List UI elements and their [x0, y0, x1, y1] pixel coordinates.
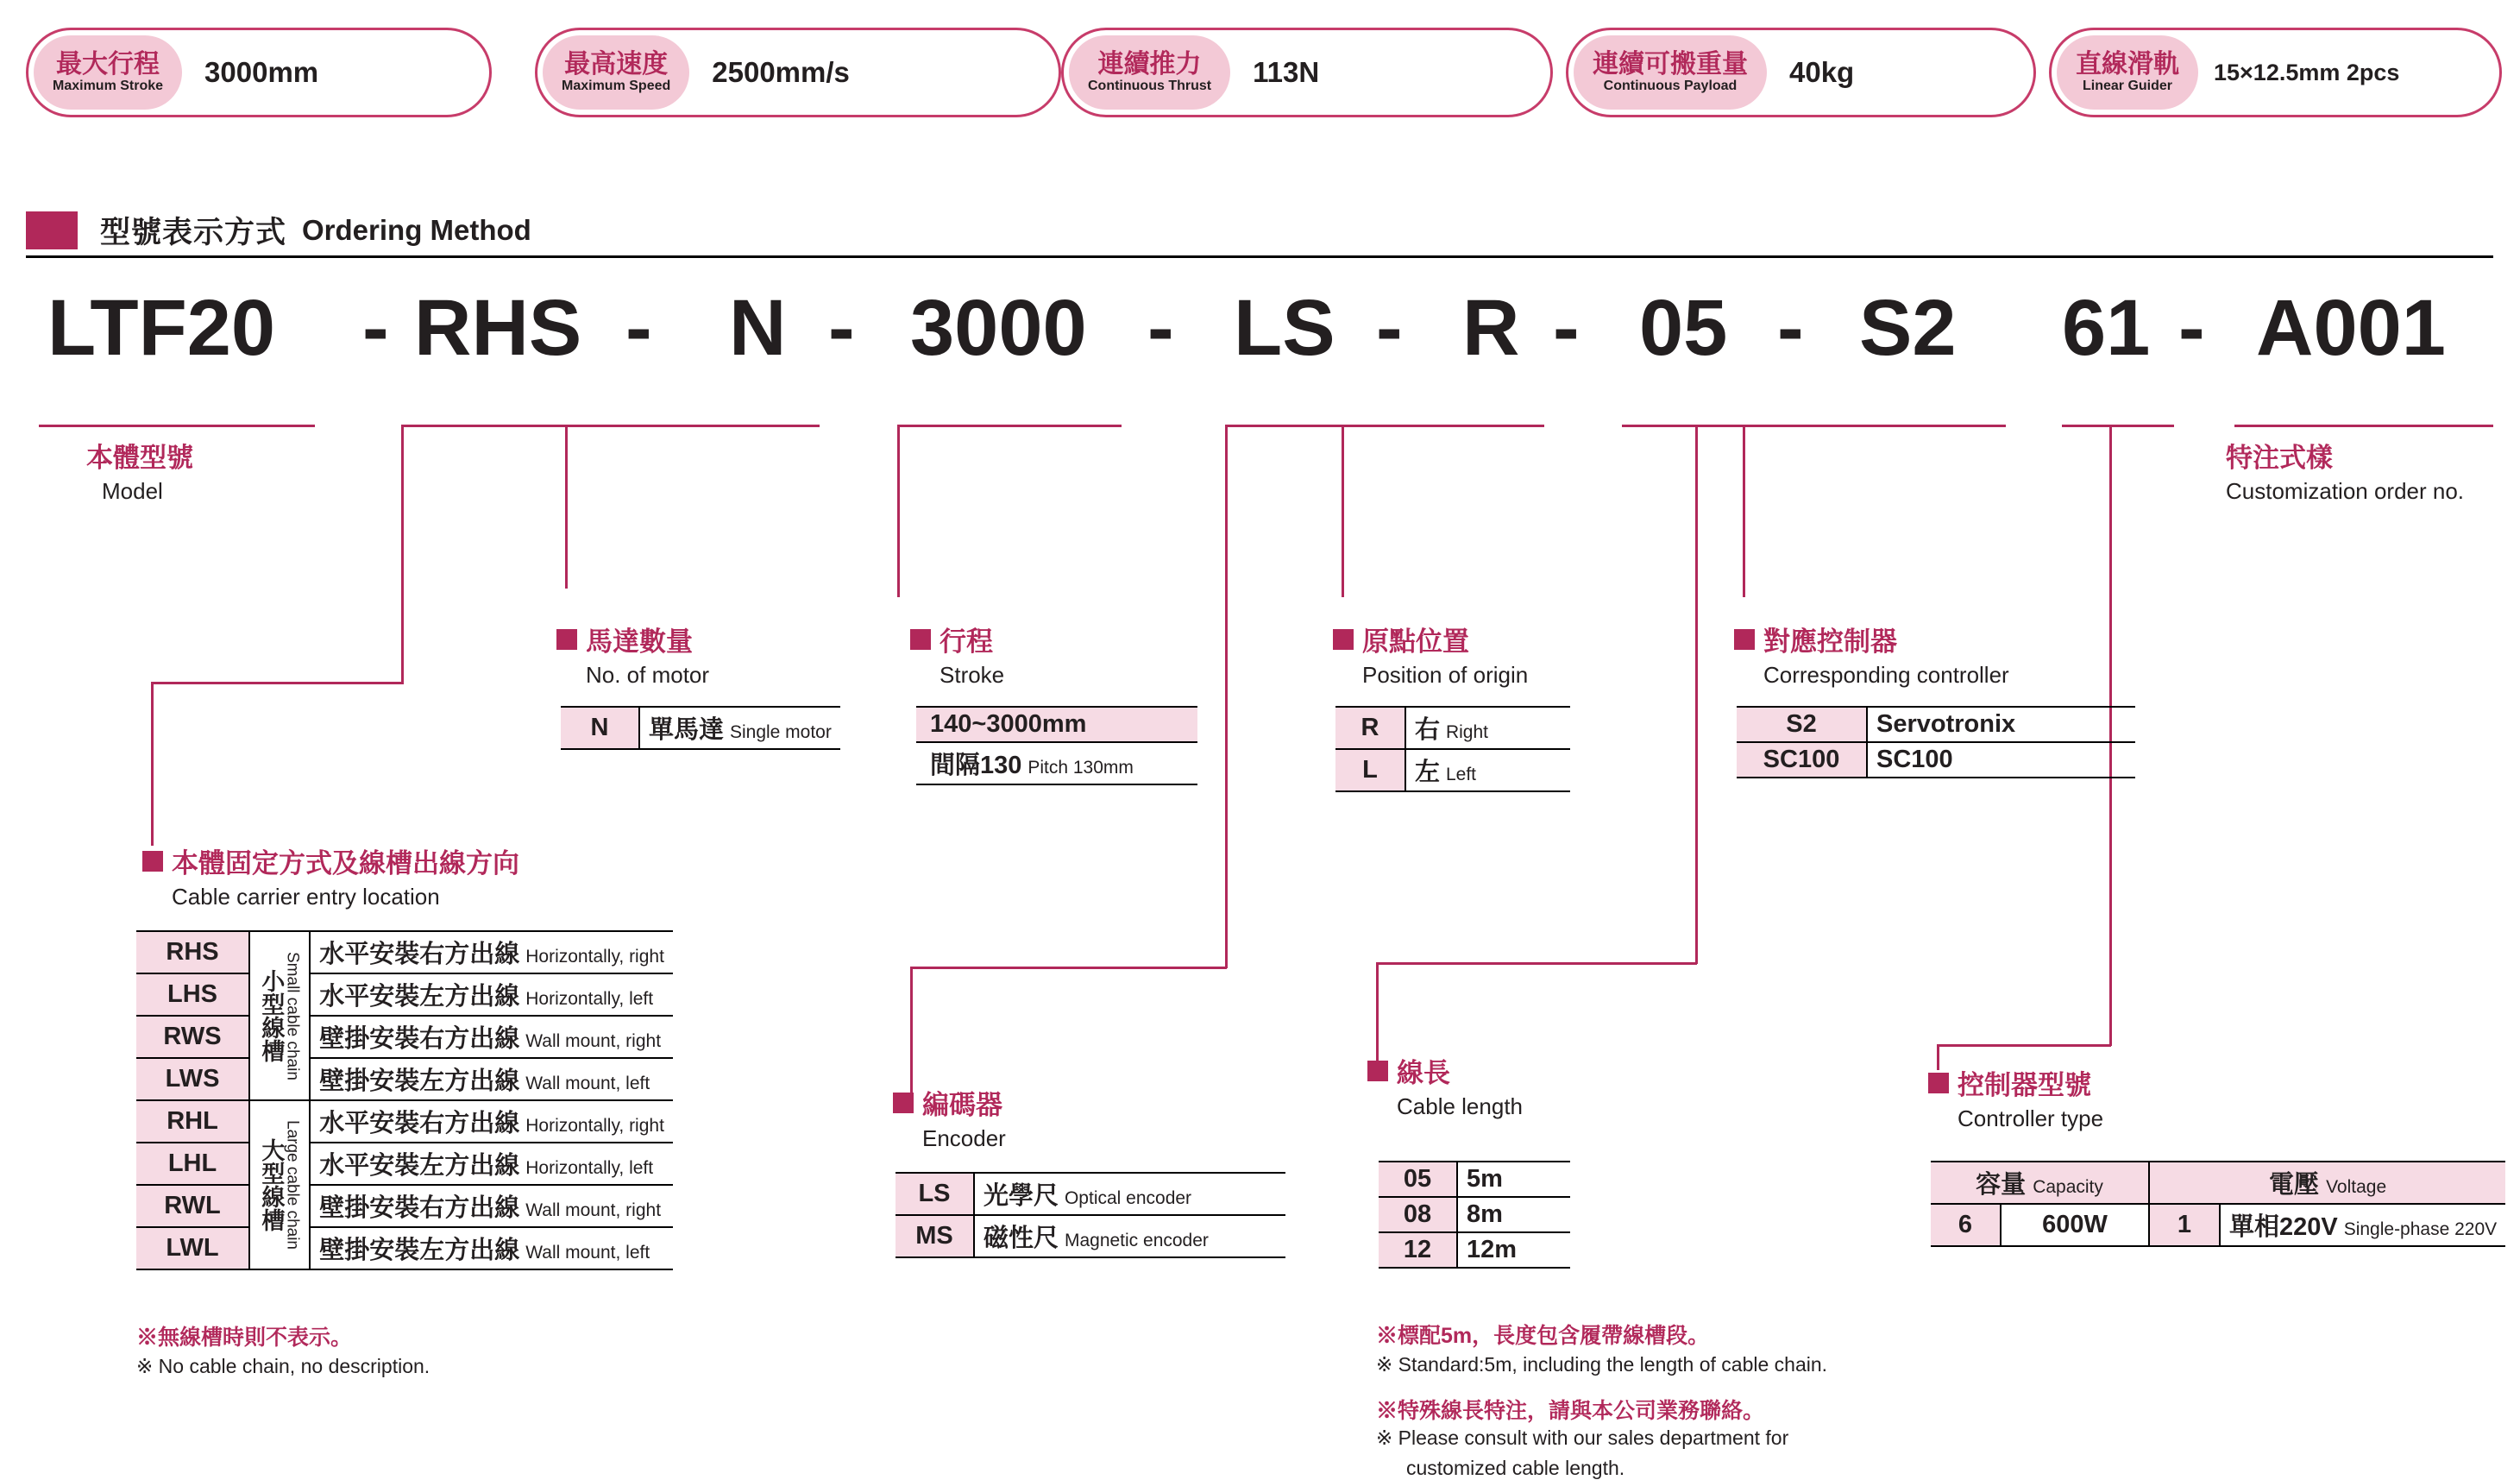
note-cable-length-1-en: ※ Standard:5m, including the length of cable chain.: [1376, 1353, 1828, 1376]
callout-stroke: [910, 620, 1004, 689]
code-dash-1: -: [362, 284, 389, 372]
model-code-line: [0, 276, 2520, 380]
callout-cable-length-title: [1367, 1051, 1523, 1090]
cell-desc-zh: 水平安裝右方出線: [319, 1110, 520, 1137]
spec-label-zh: 直線滑軌: [2076, 50, 2179, 79]
leader-encoder-v2: [910, 967, 913, 1096]
callout-cable-entry-en: Cable carrier entry location: [172, 884, 440, 910]
leader-cable-len-v2: [1376, 962, 1379, 1066]
callout-encoder-title: [893, 1083, 1006, 1122]
cell-stroke-range: 140~3000mm: [916, 707, 1197, 742]
callout-controller-type-en: Controller type: [1958, 1105, 2104, 1131]
callout-origin-zh: 原點位置: [1362, 627, 1469, 657]
callout-custom-zh: 特注式樣: [2226, 443, 2333, 473]
leader-cable-entry-v2: [151, 682, 154, 846]
cell-key: RWS: [136, 1016, 249, 1058]
cell-stroke-pitch: [916, 742, 1197, 784]
cell-desc: [310, 931, 673, 973]
cell-desc-en: Right: [1445, 722, 1488, 742]
code-dash-2: -: [625, 284, 652, 372]
header-voltage-zh: 電壓: [2269, 1171, 2320, 1199]
cell-desc-zh: 左: [1415, 759, 1441, 786]
table-row: [1379, 1162, 1570, 1197]
cell-desc-en: Horizontally, left: [525, 989, 654, 1009]
table-controller-type: [1931, 1161, 2505, 1247]
callout-cable-entry-zh: 本體固定方式及線槽出線方向: [172, 848, 519, 879]
section-marker-icon: [26, 211, 78, 249]
cell-desc: [639, 707, 840, 749]
cell-desc-zh: 壁掛安裝右方出線: [319, 1025, 520, 1053]
callout-origin: [1333, 620, 1528, 689]
cell-key: LS: [896, 1173, 974, 1215]
leader-ctrl-top: [1851, 425, 2006, 427]
leader-cable-len-h2: [1376, 962, 1697, 965]
cell-voltage-zh: 單相220V: [2229, 1213, 2338, 1241]
code-dash-7: -: [1777, 284, 1804, 372]
table-row: [136, 1185, 673, 1227]
cell-desc: [1457, 1232, 1570, 1268]
callout-marker-icon: [1367, 1061, 1388, 1081]
cell-voltage-en: Single-phase 220V: [2343, 1219, 2498, 1239]
cell-desc-zh: 壁掛安裝左方出線: [319, 1067, 520, 1095]
cell-pitch-zh: 間隔130: [930, 752, 1022, 779]
spec-pill-continuous-payload: [1566, 28, 2036, 117]
cell-desc-zh: Servotronix: [1876, 710, 2016, 738]
callout-motor-en: No. of motor: [586, 662, 710, 688]
callout-ctrl-en: Corresponding controller: [1763, 662, 2009, 688]
callout-marker-icon: [893, 1093, 914, 1113]
leader-encoder-top: [1225, 425, 1359, 427]
callout-stroke-title: [910, 620, 1004, 658]
table-row: [1335, 707, 1570, 749]
cell-desc-en: Horizontally, right: [525, 1116, 664, 1136]
leader-ctrl-h: [1743, 425, 1855, 427]
cell-desc: [974, 1173, 1285, 1215]
note-cable-entry-en: ※ No cable chain, no description.: [136, 1355, 430, 1377]
spec-pill-continuous-thrust: [1061, 28, 1553, 117]
cell-desc-en: Magnetic encoder: [1064, 1231, 1209, 1250]
cell-capacity-value: [2001, 1204, 2149, 1246]
table-row: [136, 973, 673, 1016]
cell-key: RWL: [136, 1185, 249, 1227]
cell-desc-zh: 磁性尺: [983, 1225, 1059, 1252]
section-title-zh: 型號表示方式: [100, 216, 287, 249]
cell-desc-en: Wall mount, left: [525, 1243, 650, 1263]
spec-pill-max-stroke: [26, 28, 492, 117]
code-segment-origin: R: [1462, 284, 1520, 372]
code-segment-motor-qty: N: [729, 284, 787, 372]
table-row: [136, 1016, 673, 1058]
leader-ctrl-v: [1743, 425, 1745, 597]
spec-tag: [2057, 35, 2198, 110]
leader-cable-len-top: [1622, 425, 1751, 427]
leader-model: [39, 425, 315, 427]
code-dash-6: -: [1553, 284, 1580, 372]
cell-key: 12: [1379, 1232, 1457, 1268]
spec-label-en: Maximum Speed: [562, 78, 671, 93]
callout-motor-qty: [556, 620, 709, 689]
table-row: [916, 707, 1197, 742]
callout-cable-entry-title: [142, 841, 519, 880]
cell-desc: [1457, 1197, 1570, 1232]
cell-desc-zh: 壁掛安裝右方出線: [319, 1194, 520, 1222]
leader-encoder-v1: [1225, 425, 1228, 968]
table-row: [561, 707, 840, 749]
callout-encoder-en: Encoder: [922, 1125, 1006, 1151]
code-dash-3: -: [828, 284, 855, 372]
callout-origin-title: [1333, 620, 1528, 658]
callout-controller-type-zh: 控制器型號: [1958, 1070, 2091, 1100]
table-header-row: [1931, 1162, 2505, 1204]
table-origin: [1335, 706, 1570, 792]
callout-motor-zh: 馬達數量: [586, 627, 693, 657]
cell-key: MS: [896, 1215, 974, 1257]
cell-key: N: [561, 707, 639, 749]
cell-desc-zh: 單馬達: [649, 716, 725, 744]
table-row: [136, 1227, 673, 1269]
leader-ctrl-type-top: [2062, 425, 2174, 427]
table-row: [1379, 1232, 1570, 1268]
table-row: [916, 742, 1197, 784]
spec-value: 2500mm/s: [712, 56, 850, 88]
leader-ctrl-type-h2: [1937, 1044, 2111, 1047]
callout-marker-icon: [1734, 629, 1755, 650]
cell-key: RHS: [136, 931, 249, 973]
cell-key: S2: [1737, 707, 1867, 742]
code-dash-5: -: [1376, 284, 1403, 372]
code-dash-8: -: [2178, 284, 2205, 372]
leader-stroke-v: [897, 425, 900, 597]
table-cable-entry: [136, 930, 673, 1270]
cell-desc: [310, 1143, 673, 1185]
callout-marker-icon: [910, 629, 931, 650]
header-capacity-zh: 容量: [1976, 1171, 2027, 1199]
cell-key: SC100: [1737, 742, 1867, 778]
cell-desc-zh: 水平安裝右方出線: [319, 941, 520, 968]
callout-model-title: [86, 436, 193, 475]
leader-cable-entry-v1: [401, 425, 404, 683]
spec-value: 113N: [1253, 56, 1320, 88]
note-cable-entry-zh: ※無線槽時則不表示。: [136, 1326, 353, 1350]
callout-stroke-en: Stroke: [940, 662, 1005, 688]
leader-origin-v: [1342, 425, 1344, 597]
cell-desc: [1457, 1162, 1570, 1197]
code-segment-encoder: LS: [1234, 284, 1335, 372]
cell-desc-zh: 光學尺: [983, 1182, 1059, 1210]
callout-motor-title: [556, 620, 709, 658]
cell-key: LWS: [136, 1058, 249, 1100]
cell-voltage-key: 1: [2149, 1204, 2220, 1246]
cell-desc-zh: 右: [1415, 716, 1441, 744]
leader-stroke-top: [897, 425, 1122, 427]
callout-marker-icon: [556, 629, 577, 650]
cell-capacity-text: 600W: [2042, 1211, 2108, 1238]
callout-encoder-zh: 編碼器: [922, 1090, 1002, 1120]
spec-label-en: Linear Guider: [2082, 78, 2173, 93]
cell-desc-zh: 12m: [1467, 1236, 1518, 1263]
spec-label-en: Maximum Stroke: [53, 78, 164, 93]
spec-label-zh: 連續可搬重量: [1593, 50, 1748, 79]
callout-encoder: [893, 1083, 1006, 1152]
callout-model-en: Model: [102, 478, 163, 504]
cell-desc: [310, 973, 673, 1016]
header-capacity-en: Capacity: [2033, 1177, 2103, 1197]
leader-cable-len-v1: [1695, 425, 1698, 964]
callout-customization: [2226, 436, 2464, 505]
leader-motor-h: [565, 425, 712, 427]
table-row: [1931, 1204, 2505, 1246]
cell-group-large: [249, 1100, 310, 1269]
leader-motor-v: [565, 425, 568, 589]
code-segment-cable-entry: RHS: [414, 284, 582, 372]
spec-tag: [543, 35, 689, 110]
table-row: [136, 1143, 673, 1185]
callout-model: [86, 436, 193, 505]
cell-key: RHL: [136, 1100, 249, 1143]
header-voltage-en: Voltage: [2326, 1177, 2387, 1197]
cell-desc-en: Left: [1445, 765, 1476, 784]
table-row: [1737, 707, 2135, 742]
callout-marker-icon: [1928, 1073, 1949, 1093]
cell-desc: [1405, 707, 1570, 749]
group-small-zh: 小型線槽: [258, 968, 285, 1062]
code-dash-4: -: [1147, 284, 1174, 372]
cell-desc-en: Horizontally, right: [525, 947, 664, 967]
cell-desc: [310, 1016, 673, 1058]
cell-group-small: [249, 931, 310, 1100]
cell-key: LHS: [136, 973, 249, 1016]
cell-desc-en: Wall mount, right: [525, 1031, 662, 1051]
leader-origin-top: [1441, 425, 1544, 427]
callout-model-zh: 本體型號: [86, 443, 193, 473]
cell-key: 05: [1379, 1162, 1457, 1197]
section-heading: [26, 209, 531, 252]
cell-desc-zh: 8m: [1467, 1200, 1503, 1228]
table-cable-length: [1379, 1161, 1570, 1269]
note-cable-length-2-zh: ※特殊線長特注，請與本公司業務聯絡。: [1376, 1399, 1765, 1423]
table-stroke: [916, 706, 1197, 785]
group-small-en: Small cable chain: [283, 951, 302, 1080]
cell-desc-zh: 水平安裝左方出線: [319, 983, 520, 1011]
cell-key: LWL: [136, 1227, 249, 1269]
group-large-zh: 大型線槽: [258, 1138, 285, 1231]
leader-motor-top: [707, 425, 820, 427]
callout-marker-icon: [142, 851, 163, 872]
table-motor-qty: [561, 706, 840, 750]
cell-desc-zh: 5m: [1467, 1165, 1503, 1193]
leader-custom: [2234, 425, 2493, 427]
cell-desc-zh: SC100: [1876, 746, 1953, 773]
spec-tag: [1069, 35, 1230, 110]
leader-cable-entry-h2: [151, 682, 404, 684]
table-corresponding-controller: [1737, 706, 2135, 778]
spec-tag: [34, 35, 182, 110]
cell-desc: [310, 1227, 673, 1269]
callout-corresponding-controller: [1734, 620, 2009, 689]
spec-pill-max-speed: [535, 28, 1061, 117]
note-cable-length-2-en: ※ Please consult with our sales department for: [1376, 1426, 1789, 1449]
section-title-en: Ordering Method: [302, 214, 531, 246]
callout-ctrl-zh: 對應控制器: [1763, 627, 1897, 657]
header-voltage: [2149, 1162, 2505, 1204]
code-segment-controller-type: 61: [2062, 284, 2151, 372]
cell-voltage-value: [2220, 1204, 2505, 1246]
cell-capacity-key: 6: [1931, 1204, 2001, 1246]
callout-controller-type: [1928, 1063, 2103, 1132]
cell-key: R: [1335, 707, 1405, 749]
code-segment-custom: A001: [2256, 284, 2446, 372]
group-large-en: Large cable chain: [283, 1120, 302, 1250]
cell-key: 08: [1379, 1197, 1457, 1232]
cell-desc-en: Wall mount, right: [525, 1200, 662, 1220]
cell-desc-en: Wall mount, left: [525, 1074, 650, 1093]
cell-desc-zh: 水平安裝左方出線: [319, 1152, 520, 1180]
table-row: [136, 931, 673, 973]
table-encoder: [896, 1172, 1285, 1258]
spec-label-zh: 最大行程: [56, 50, 160, 79]
spec-label-en: Continuous Payload: [1603, 78, 1738, 93]
header-capacity: [1931, 1162, 2149, 1204]
callout-cable-length-zh: 線長: [1397, 1058, 1450, 1088]
table-row: [896, 1215, 1285, 1257]
callout-origin-en: Position of origin: [1362, 662, 1529, 688]
spec-value: 15×12.5mm 2pcs: [2214, 59, 2400, 85]
leader-origin-h: [1342, 425, 1445, 427]
callout-custom-title: [2226, 436, 2464, 475]
cell-desc: [974, 1215, 1285, 1257]
table-row: [1379, 1197, 1570, 1232]
note-cable-length-2-en2: customized cable length.: [1406, 1457, 1625, 1479]
spec-pill-row: [26, 22, 2502, 126]
cell-desc-en: Single motor: [729, 722, 832, 742]
callout-stroke-zh: 行程: [940, 627, 993, 657]
code-segment-stroke: 3000: [910, 284, 1087, 372]
table-row: [1335, 749, 1570, 791]
note-cable-length-1-zh: ※標配5m，長度包含履帶線槽段。: [1376, 1324, 1710, 1348]
spec-label-zh: 最高速度: [564, 50, 669, 79]
cell-desc-en: Horizontally, left: [525, 1158, 654, 1178]
spec-pill-linear-guider: [2049, 28, 2502, 117]
table-row: [1737, 742, 2135, 778]
callout-controller-type-title: [1928, 1063, 2103, 1102]
table-row: [136, 1058, 673, 1100]
callout-ctrl-title: [1734, 620, 2009, 658]
callout-cable-length-en: Cable length: [1397, 1093, 1523, 1119]
callout-custom-en: Customization order no.: [2226, 478, 2465, 504]
spec-label-zh: 連續推力: [1097, 50, 1202, 79]
table-row: [136, 1100, 673, 1143]
code-segment-model: LTF20: [47, 284, 276, 372]
callout-cable-entry: [142, 841, 519, 910]
spec-tag: [1574, 35, 1767, 110]
cell-pitch-en: Pitch 130mm: [1027, 758, 1134, 778]
cell-desc: [310, 1058, 673, 1100]
spec-value: 3000mm: [204, 56, 319, 88]
table-row: [896, 1173, 1285, 1215]
code-segment-controller: S2: [1859, 284, 1957, 372]
cell-desc: [310, 1100, 673, 1143]
leader-encoder-h2: [910, 967, 1227, 969]
callout-marker-icon: [1333, 629, 1354, 650]
cell-desc: [310, 1185, 673, 1227]
cell-key: L: [1335, 749, 1405, 791]
section-divider: [26, 255, 2493, 258]
callout-cable-length: [1367, 1051, 1523, 1120]
spec-value: 40kg: [1789, 56, 1855, 88]
cell-desc: [1867, 742, 2135, 778]
code-segment-cable-length: 05: [1639, 284, 1728, 372]
cell-desc-en: Optical encoder: [1064, 1188, 1192, 1208]
cell-desc: [1405, 749, 1570, 791]
cell-key: LHL: [136, 1143, 249, 1185]
cell-desc-zh: 壁掛安裝左方出線: [319, 1237, 520, 1264]
cell-desc: [1867, 707, 2135, 742]
spec-label-en: Continuous Thrust: [1088, 78, 1212, 93]
